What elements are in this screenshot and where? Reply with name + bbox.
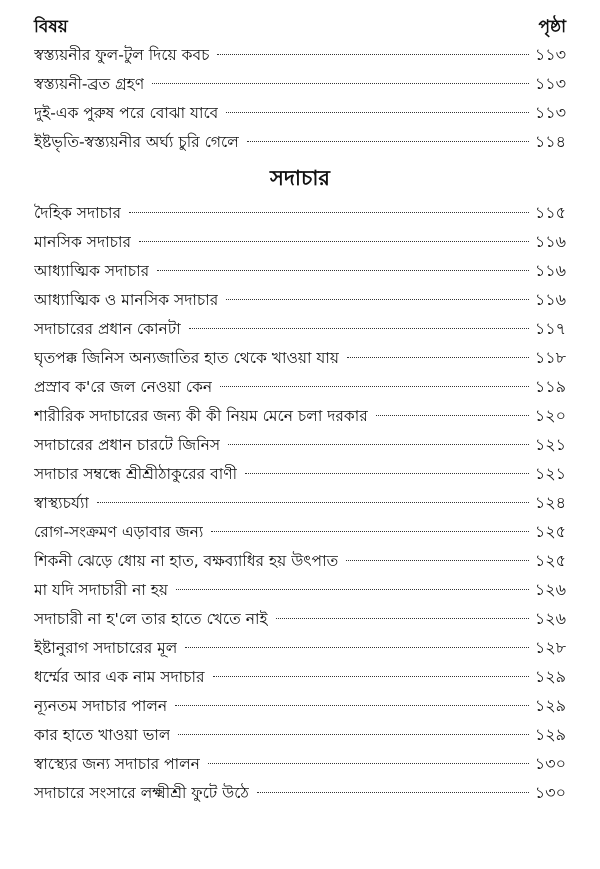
dot-leader (217, 54, 528, 55)
toc-header (34, 14, 566, 40)
toc-entry (34, 691, 566, 720)
toc-entry-title: সদাচারের প্রধান কোনটা (34, 320, 181, 338)
toc-entry-title: মানসিক সদাচার (34, 233, 132, 251)
dot-leader (152, 83, 529, 84)
toc-section-list (34, 198, 566, 807)
toc-entry-title: সদাচারের প্রধান চারটে জিনিস (34, 436, 221, 454)
dot-leader (257, 792, 529, 793)
toc-entry (34, 314, 566, 343)
toc-top-list (34, 40, 566, 156)
toc-entry-title: আধ্যাত্মিক সদাচার (34, 262, 150, 280)
toc-entry-title: শারীরিক সদাচারের জন্য কী কী নিয়ম মেনে চলা দরকার (34, 407, 368, 425)
toc-entry (34, 372, 566, 401)
dot-leader (228, 444, 529, 445)
toc-entry-title: মা যদি সদাচারী না হয় (34, 581, 169, 599)
toc-entry-page: ১২৮ (534, 638, 566, 657)
toc-entry-page: ১২৫ (534, 522, 566, 541)
dot-leader (226, 112, 529, 113)
toc-entry (34, 198, 566, 227)
dot-leader (211, 531, 528, 532)
toc-entry (34, 459, 566, 488)
toc-entry (34, 285, 566, 314)
toc-entry-page: ১১৭ (534, 319, 566, 338)
toc-entry-title: স্বাস্থ্যের জন্য সদাচার পালন (34, 755, 200, 773)
dot-leader (157, 270, 529, 271)
toc-entry-title: সদাচার সম্বন্ধে শ্রীশ্রীঠাকুরের বাণী (34, 465, 237, 483)
toc-entry-title: দৈহিক সদাচার (34, 204, 122, 222)
dot-leader (178, 734, 528, 735)
toc-entry (34, 778, 566, 807)
toc-entry-title: স্বস্ত্যয়নী-ব্রত গ্রহণ (34, 75, 145, 93)
toc-entry-title: সদাচারী না হ'লে তার হাতে খেতে নাই (34, 610, 268, 628)
toc-entry (34, 604, 566, 633)
toc-entry-title: ইষ্টভৃতি-স্বস্ত্যয়নীর অর্ঘ্য চুরি গেলে (34, 133, 239, 151)
toc-entry-page: ১২১ (534, 435, 566, 454)
toc-entry (34, 488, 566, 517)
toc-entry (34, 227, 566, 256)
dot-leader (220, 386, 529, 387)
toc-entry-page: ১৩০ (534, 783, 566, 802)
dot-leader (189, 328, 529, 329)
toc-entry-page: ১২৯ (534, 667, 566, 686)
toc-entry (34, 575, 566, 604)
toc-entry-title: প্রস্রাব ক'রে জল নেওয়া কেন (34, 378, 213, 396)
dot-leader (97, 502, 529, 503)
toc-entry (34, 633, 566, 662)
toc-entry-page: ১১৩ (534, 74, 566, 93)
toc-entry-title: ন্যূনতম সদাচার পালন (34, 697, 168, 715)
toc-entry-title: কার হাতে খাওয়া ভাল (34, 726, 171, 744)
toc-entry (34, 343, 566, 372)
toc-entry-page: ১২৯ (534, 696, 566, 715)
toc-entry-page: ১২৪ (534, 493, 566, 512)
toc-entry-title: স্বাস্থ্যচর্য্যা (34, 494, 89, 512)
toc-entry (34, 720, 566, 749)
toc-entry-page: ১১৫ (534, 203, 566, 222)
toc-entry-page: ১১৯ (534, 377, 566, 396)
toc-entry (34, 749, 566, 778)
toc-entry-title: রোগ-সংক্রমণ এড়াবার জন্য (34, 523, 204, 541)
dot-leader (346, 560, 529, 561)
toc-entry (34, 517, 566, 546)
toc-entry-title: আধ্যাত্মিক ও মানসিক সদাচার (34, 291, 219, 309)
toc-entry-page: ১১৪ (534, 132, 566, 151)
toc-entry (34, 662, 566, 691)
toc-entry-page: ১২৯ (534, 725, 566, 744)
section-heading: সদাচার (270, 166, 330, 190)
toc-entry-page: ১২৬ (534, 580, 566, 599)
dot-leader (276, 618, 529, 619)
toc-entry (34, 69, 566, 98)
toc-entry-page: ১২৬ (534, 609, 566, 628)
dot-leader (176, 589, 529, 590)
dot-leader (376, 415, 529, 416)
toc-entry (34, 256, 566, 285)
toc-entry-title: স্বস্ত্যয়নীর ফুল-টুল দিয়ে কবচ (34, 46, 210, 64)
dot-leader (226, 299, 529, 300)
toc-entry-page: ১২০ (534, 406, 566, 425)
dot-leader (139, 241, 529, 242)
toc-entry-title: দুই-এক পুরুষ পরে বোঝা যাবে (34, 104, 219, 122)
toc-entry-page: ১১৬ (534, 290, 566, 309)
toc-entry-page: ১১৮ (534, 348, 566, 367)
page-column-label: পৃষ্ঠা (538, 17, 566, 37)
toc-entry-page: ১১৬ (534, 232, 566, 251)
toc-entry-page: ১১৩ (534, 103, 566, 122)
dot-leader (208, 763, 529, 764)
dot-leader (347, 357, 529, 358)
dot-leader (129, 212, 529, 213)
toc-entry-page: ১৩০ (534, 754, 566, 773)
toc-entry (34, 401, 566, 430)
toc-entry-title: ইষ্টানুরাগ সদাচারের মূল (34, 639, 178, 657)
toc-entry (34, 546, 566, 575)
dot-leader (247, 141, 529, 142)
dot-leader (245, 473, 529, 474)
toc-entry-title: ধর্ম্মের আর এক নাম সদাচার (34, 668, 205, 686)
toc-entry (34, 40, 566, 69)
toc-entry (34, 127, 566, 156)
dot-leader (213, 676, 529, 677)
toc-entry-page: ১২১ (534, 464, 566, 483)
toc-entry-title: সদাচারে সংসারে লক্ষ্মীশ্রী ফুটে উঠে (34, 784, 249, 802)
toc-entry-title: শিকনী ঝেড়ে ধোয় না হাত, বক্ষব্যাধির হয় উৎপাত (34, 552, 339, 570)
toc-entry-page: ১১৩ (534, 45, 566, 64)
toc-entry (34, 430, 566, 459)
toc-entry-page: ১২৫ (534, 551, 566, 570)
subject-column-label: বিষয় (34, 17, 68, 37)
toc-entry-title: ঘৃতপক্ক জিনিস অন্যজাতির হাত থেকে খাওয়া যায় (34, 349, 339, 367)
toc-entry-page: ১১৬ (534, 261, 566, 280)
toc-entry (34, 98, 566, 127)
dot-leader (175, 705, 529, 706)
dot-leader (185, 647, 529, 648)
